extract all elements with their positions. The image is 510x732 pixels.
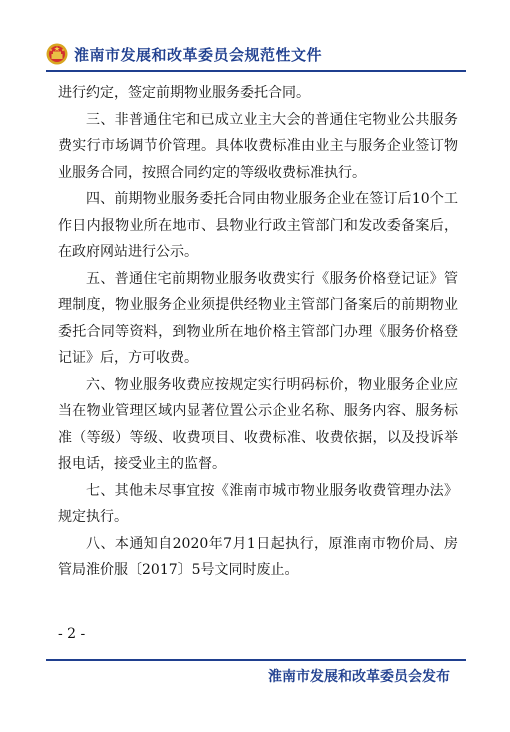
- paragraph-item-5: 五、普通住宅前期物业服务收费实行《服务价格登记证》管理制度，物业服务企业须提供经物业主管部门备案后的前期物业委托合同等资料，到物业所在地价格主管部门办理《服务价格登记证》后，方可收费。: [58, 270, 458, 366]
- document-header: [46, 40, 466, 68]
- page-number: - 2 -: [58, 626, 86, 642]
- document-body: [58, 80, 458, 584]
- footer-divider: [46, 659, 466, 661]
- paragraph-continuation: 进行约定，签定前期物业服务委托合同。: [58, 85, 310, 101]
- header-title: 淮南市发展和改革委员会规范性文件: [74, 45, 323, 64]
- header-divider: [46, 70, 466, 72]
- national-emblem-icon: [46, 43, 68, 65]
- paragraph-item-4: 四、前期物业服务委托合同由物业服务企业在签订后10个工作日内报物业所在地市、县物业行政主管部门和发改委备案后，在政府网站进行公示。: [58, 191, 458, 260]
- footer-publisher: 淮南市发展和改革委员会发布: [268, 669, 450, 685]
- paragraph-item-6: 六、物业服务收费应按规定实行明码标价，物业服务企业应当在物业管理区域内显著位置公示企业名称、服务内容、服务标准（等级）等级、收费项目、收费标准、收费依据，以及投诉举报电话，接受业主的监督。: [58, 376, 458, 472]
- paragraph-item-8: 八、本通知自2020年7月1日起执行，原淮南市物价局、房管局淮价服〔2017〕5号文同时废止。: [58, 535, 458, 578]
- paragraph-item-7: 七、其他未尽事宜按《淮南市城市物业服务收费管理办法》规定执行。: [58, 482, 458, 525]
- paragraph-item-3: 三、非普通住宅和已成立业主大会的普通住宅物业公共服务费实行市场调节价管理。具体收费标准由业主与服务企业签订物业服务合同，按照合同约定的等级收费标准执行。: [58, 111, 458, 181]
